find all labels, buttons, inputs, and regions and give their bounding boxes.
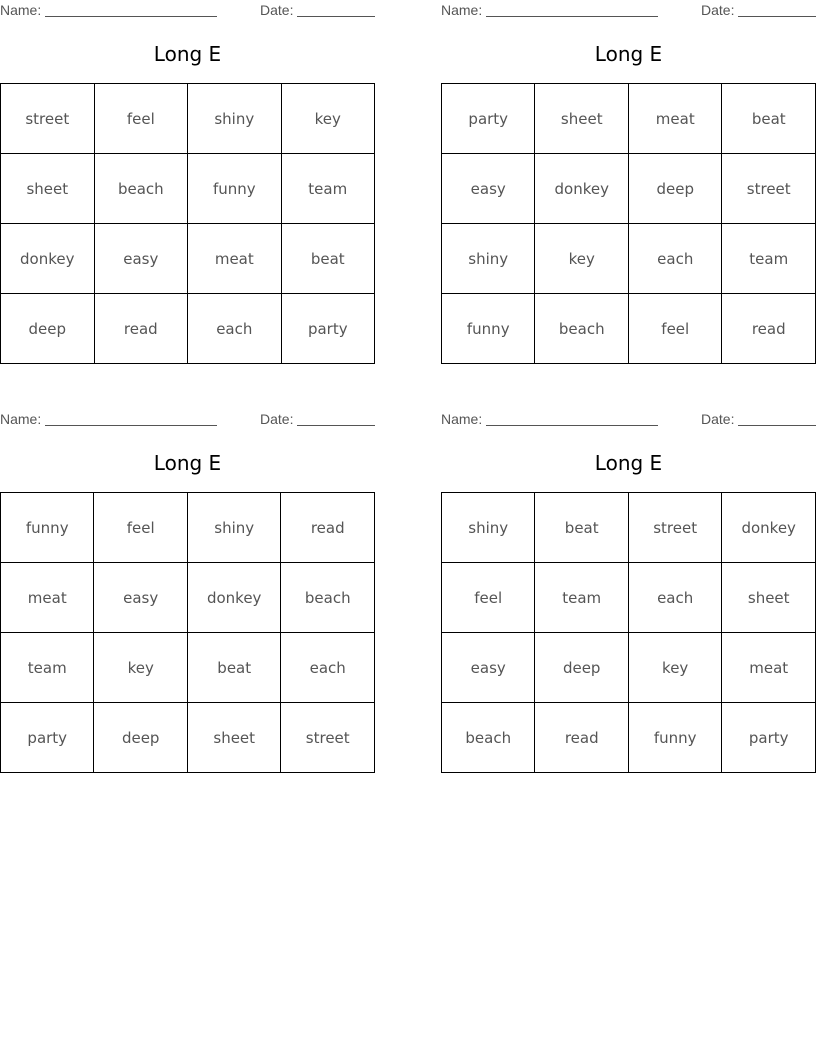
grid-cell: each bbox=[281, 633, 375, 703]
grid-cell: street bbox=[628, 493, 721, 563]
grid-cell: each bbox=[628, 563, 721, 633]
date-line bbox=[297, 425, 375, 426]
bingo-grid bbox=[441, 492, 816, 773]
grid-cell: easy bbox=[94, 563, 187, 633]
grid-cell: beat bbox=[722, 84, 816, 154]
grid-row bbox=[442, 84, 816, 154]
grid-row bbox=[442, 294, 816, 364]
grid-cell: deep bbox=[535, 633, 628, 703]
grid-cell: beat bbox=[187, 633, 281, 703]
grid-cell: deep bbox=[94, 703, 187, 773]
grid-cell: shiny bbox=[187, 493, 281, 563]
bingo-card bbox=[441, 0, 816, 338]
grid-cell: beach bbox=[281, 563, 375, 633]
card-header bbox=[0, 409, 375, 431]
grid-cell: easy bbox=[442, 633, 535, 703]
grid-cell: party bbox=[281, 294, 374, 364]
grid-cell: donkey bbox=[187, 563, 281, 633]
grid-cell: team bbox=[1, 633, 94, 703]
grid-cell: sheet bbox=[1, 154, 95, 224]
grid-cell: read bbox=[535, 703, 628, 773]
grid-cell: sheet bbox=[535, 84, 629, 154]
grid-cell: key bbox=[94, 633, 187, 703]
grid-cell: street bbox=[722, 154, 816, 224]
grid-cell: key bbox=[281, 84, 374, 154]
grid-cell: read bbox=[94, 294, 188, 364]
date-line bbox=[738, 425, 816, 426]
name-line bbox=[45, 16, 217, 17]
name-line bbox=[486, 16, 658, 17]
grid-cell: each bbox=[629, 224, 722, 294]
grid-row bbox=[442, 493, 816, 563]
grid-row bbox=[1, 154, 375, 224]
name-label: Name: bbox=[441, 411, 483, 427]
grid-cell: funny bbox=[628, 703, 721, 773]
grid-cell: shiny bbox=[442, 493, 535, 563]
grid-cell: key bbox=[535, 224, 629, 294]
date-line bbox=[297, 16, 375, 17]
card-title: Long E bbox=[594, 451, 663, 475]
card-title: Long E bbox=[153, 451, 222, 475]
bingo-grid bbox=[0, 83, 375, 364]
grid-cell: beach bbox=[94, 154, 188, 224]
name-label: Name: bbox=[0, 411, 42, 427]
grid-cell: feel bbox=[629, 294, 722, 364]
grid-row bbox=[1, 633, 375, 703]
grid-cell: street bbox=[1, 84, 95, 154]
grid-cell: party bbox=[1, 703, 94, 773]
grid-cell: key bbox=[628, 633, 721, 703]
name-line bbox=[45, 425, 217, 426]
grid-cell: read bbox=[281, 493, 375, 563]
date-label: Date: bbox=[701, 2, 735, 18]
name-label: Name: bbox=[0, 2, 42, 18]
grid-cell: meat bbox=[722, 633, 816, 703]
card-header bbox=[441, 0, 816, 22]
grid-row bbox=[442, 703, 816, 773]
grid-cell: beach bbox=[442, 703, 535, 773]
grid-cell: meat bbox=[1, 563, 94, 633]
date-label: Date: bbox=[260, 411, 294, 427]
grid-row bbox=[1, 224, 375, 294]
grid-cell: donkey bbox=[1, 224, 95, 294]
grid-row bbox=[442, 224, 816, 294]
grid-cell: party bbox=[442, 84, 535, 154]
grid-cell: team bbox=[722, 224, 816, 294]
grid-row bbox=[1, 84, 375, 154]
card-title: Long E bbox=[153, 42, 222, 66]
grid-row bbox=[1, 703, 375, 773]
grid-row bbox=[442, 154, 816, 224]
grid-cell: street bbox=[281, 703, 375, 773]
bingo-grid bbox=[441, 83, 816, 364]
grid-cell: feel bbox=[442, 563, 535, 633]
card-header bbox=[441, 409, 816, 431]
grid-cell: beat bbox=[535, 493, 628, 563]
date-label: Date: bbox=[701, 411, 735, 427]
grid-cell: team bbox=[535, 563, 628, 633]
grid-cell: shiny bbox=[442, 224, 535, 294]
date-line bbox=[738, 16, 816, 17]
card-header bbox=[0, 0, 375, 22]
date-label: Date: bbox=[260, 2, 294, 18]
grid-row bbox=[442, 563, 816, 633]
grid-cell: donkey bbox=[722, 493, 816, 563]
grid-cell: beat bbox=[281, 224, 374, 294]
grid-cell: meat bbox=[629, 84, 722, 154]
grid-row bbox=[1, 294, 375, 364]
grid-cell: easy bbox=[94, 224, 188, 294]
bingo-card bbox=[0, 409, 375, 747]
grid-cell: funny bbox=[442, 294, 535, 364]
grid-row bbox=[442, 633, 816, 703]
grid-cell: feel bbox=[94, 493, 187, 563]
card-title: Long E bbox=[594, 42, 663, 66]
bingo-grid bbox=[0, 492, 375, 773]
grid-cell: deep bbox=[629, 154, 722, 224]
grid-row bbox=[1, 563, 375, 633]
grid-cell: easy bbox=[442, 154, 535, 224]
grid-cell: feel bbox=[94, 84, 188, 154]
grid-cell: shiny bbox=[188, 84, 281, 154]
grid-cell: donkey bbox=[535, 154, 629, 224]
grid-cell: deep bbox=[1, 294, 95, 364]
grid-cell: funny bbox=[188, 154, 281, 224]
grid-cell: party bbox=[722, 703, 816, 773]
bingo-card bbox=[441, 409, 816, 747]
grid-cell: read bbox=[722, 294, 816, 364]
grid-cell: team bbox=[281, 154, 374, 224]
grid-cell: beach bbox=[535, 294, 629, 364]
grid-cell: each bbox=[188, 294, 281, 364]
grid-cell: sheet bbox=[722, 563, 816, 633]
grid-cell: meat bbox=[188, 224, 281, 294]
grid-cell: sheet bbox=[187, 703, 281, 773]
bingo-card bbox=[0, 0, 375, 338]
grid-cell: funny bbox=[1, 493, 94, 563]
name-label: Name: bbox=[441, 2, 483, 18]
name-line bbox=[486, 425, 658, 426]
grid-row bbox=[1, 493, 375, 563]
